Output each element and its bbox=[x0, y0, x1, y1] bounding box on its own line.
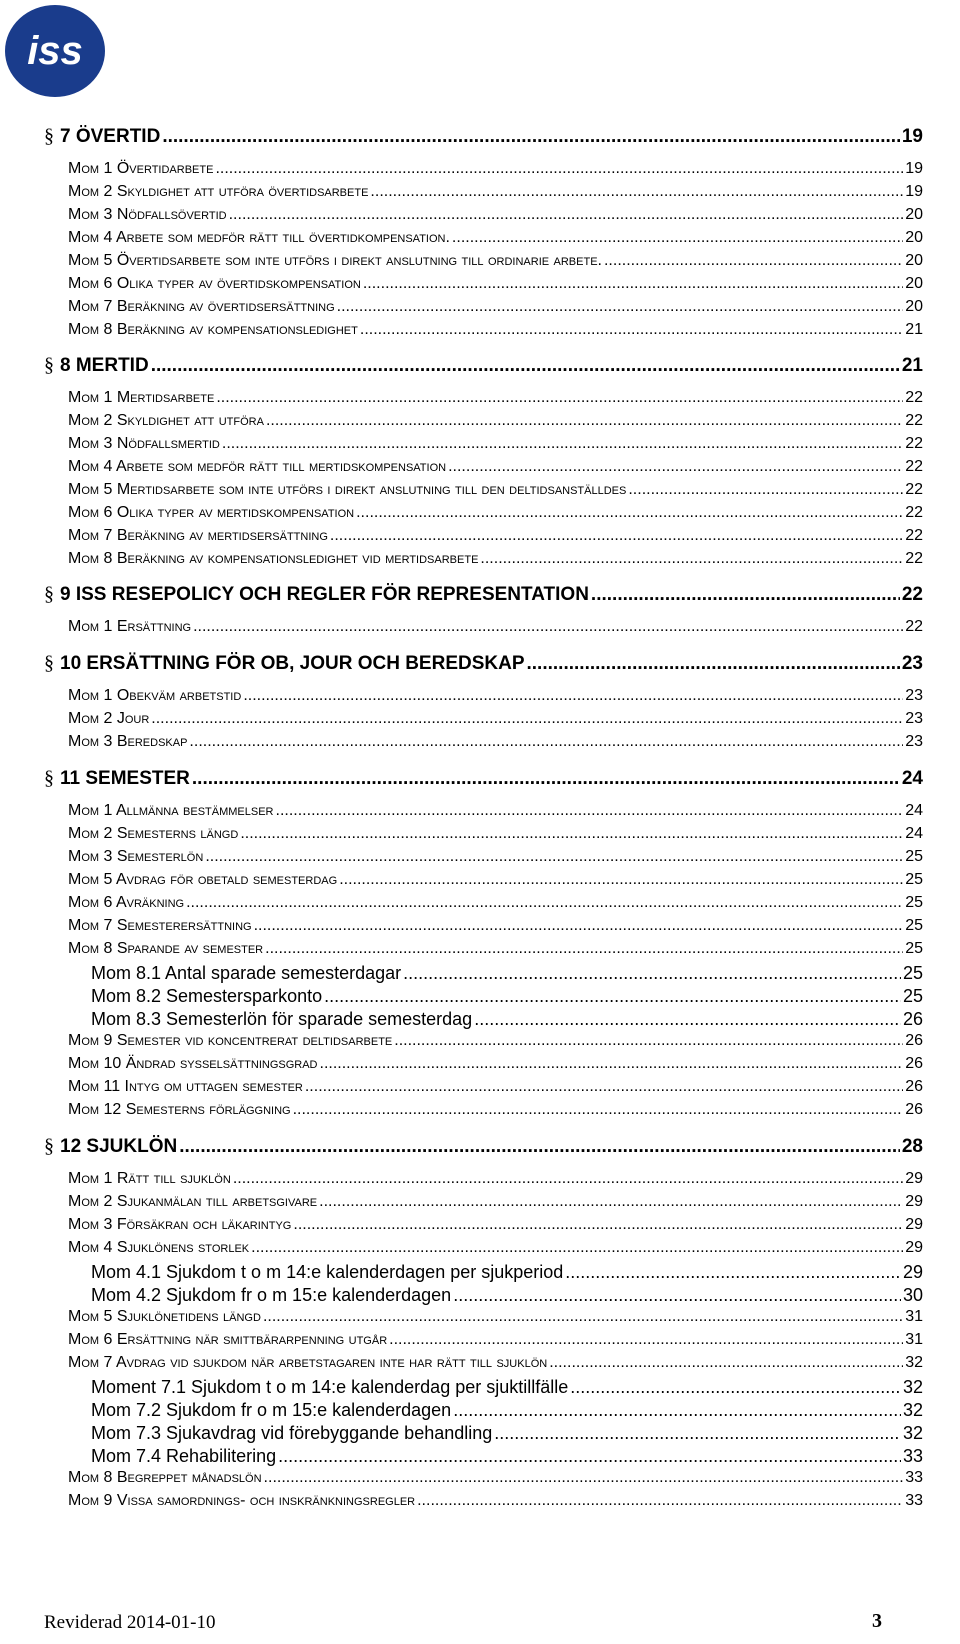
iss-logo bbox=[4, 4, 106, 98]
dot-leader bbox=[453, 1400, 901, 1421]
toc-entry[interactable] bbox=[68, 550, 923, 571]
toc-entry-title: Mom 8 Beräkning av kompensationsledighet vid mertidsarbete bbox=[68, 550, 479, 567]
section-sign: § bbox=[44, 583, 54, 605]
toc-page-number: 23 bbox=[901, 653, 923, 674]
toc-page-number: 23 bbox=[905, 733, 923, 750]
dot-leader bbox=[151, 355, 900, 377]
toc-page-number: 31 bbox=[905, 1331, 923, 1348]
toc-page-number: 33 bbox=[905, 1469, 923, 1486]
toc-page-number: 20 bbox=[905, 229, 923, 246]
dot-leader bbox=[179, 1136, 900, 1158]
toc-entry[interactable] bbox=[68, 917, 923, 938]
toc-page-number: 29 bbox=[902, 1262, 923, 1282]
toc-page-number: 31 bbox=[905, 1308, 923, 1325]
toc-entry[interactable] bbox=[68, 687, 923, 708]
toc-entry[interactable] bbox=[91, 1262, 923, 1284]
toc-page-number: 26 bbox=[905, 1078, 923, 1095]
toc-entry-title: Mom 8.3 Semesterlön för sparade semesterdag bbox=[91, 1009, 473, 1029]
dot-leader bbox=[151, 710, 903, 728]
dot-leader bbox=[264, 1469, 904, 1487]
toc-entry[interactable] bbox=[68, 298, 923, 319]
toc-entry[interactable] bbox=[68, 321, 923, 342]
dot-leader bbox=[565, 1262, 901, 1283]
dot-leader bbox=[403, 963, 901, 984]
toc-entry-title: Mom 2 Semesterns längd bbox=[68, 825, 239, 842]
toc-page-number: 22 bbox=[905, 618, 923, 635]
dot-leader bbox=[448, 458, 903, 476]
iss-logo-graphic bbox=[4, 4, 106, 98]
toc-page-number: 29 bbox=[905, 1170, 923, 1187]
dot-leader bbox=[265, 940, 903, 958]
toc-page-number: 30 bbox=[902, 1285, 923, 1305]
toc-entry[interactable] bbox=[68, 1055, 923, 1076]
toc-page-number: 22 bbox=[905, 481, 923, 498]
toc-entry[interactable] bbox=[68, 1216, 923, 1237]
toc-heading[interactable] bbox=[44, 652, 923, 676]
toc-entry[interactable] bbox=[68, 1492, 923, 1513]
toc-entry[interactable] bbox=[68, 412, 923, 433]
toc-heading[interactable] bbox=[44, 354, 923, 378]
toc-entry[interactable] bbox=[91, 1009, 923, 1031]
toc-page-number: 24 bbox=[905, 802, 923, 819]
dot-leader bbox=[233, 1170, 903, 1188]
dot-leader bbox=[337, 298, 904, 316]
toc-entry[interactable] bbox=[68, 229, 923, 250]
dot-leader bbox=[453, 1285, 901, 1306]
toc-page-number: 25 bbox=[905, 940, 923, 957]
toc-page-number: 22 bbox=[905, 504, 923, 521]
dot-leader bbox=[186, 894, 903, 912]
dot-leader bbox=[189, 733, 903, 751]
toc-entry-title: Mom 2 Jour bbox=[68, 710, 150, 727]
dot-leader bbox=[474, 1009, 901, 1030]
toc-entry-title: Mom 1 Övertidarbete bbox=[68, 160, 214, 177]
toc-entry-title: Mom 7.2 Sjukdom fr o m 15:e kalenderdagen bbox=[91, 1400, 452, 1420]
toc-page-number: 21 bbox=[905, 321, 923, 338]
section-sign: § bbox=[44, 354, 54, 376]
dot-leader bbox=[417, 1492, 903, 1510]
toc-heading-title: 11 SEMESTER bbox=[60, 768, 190, 789]
dot-leader bbox=[330, 527, 903, 545]
toc-entry-title: Mom 1 Ersättning bbox=[68, 618, 192, 635]
toc-page-number: 26 bbox=[905, 1032, 923, 1049]
toc-entry[interactable] bbox=[91, 1423, 923, 1445]
toc-page-number: 22 bbox=[905, 412, 923, 429]
toc-entry-title: Mom 2 Skyldighet att utföra övertidsarbete bbox=[68, 183, 369, 200]
toc-entry-title: Mom 6 Ersättning när smittbärarpenning utgår bbox=[68, 1331, 388, 1348]
toc-entry-title: Mom 5 Mertidsarbete som inte utförs i direkt anslutning till den deltidsanställdes bbox=[68, 481, 627, 498]
dot-leader bbox=[278, 1446, 901, 1467]
section-sign: § bbox=[44, 1135, 54, 1157]
toc-page-number: 33 bbox=[902, 1446, 923, 1466]
toc-page-number: 25 bbox=[905, 848, 923, 865]
toc-entry-title: Mom 1 Allmänna bestämmelser bbox=[68, 802, 274, 819]
dot-leader bbox=[222, 435, 903, 453]
toc-entry[interactable] bbox=[68, 481, 923, 502]
toc-entry[interactable] bbox=[91, 1400, 923, 1422]
toc-page-number: 25 bbox=[905, 871, 923, 888]
toc-entry[interactable] bbox=[68, 802, 923, 823]
dot-leader bbox=[549, 1354, 903, 1372]
toc-page-number: 22 bbox=[905, 389, 923, 406]
svg-text:iss: iss bbox=[27, 29, 83, 73]
toc-entry[interactable] bbox=[68, 1469, 923, 1490]
dot-leader bbox=[389, 1331, 903, 1349]
toc-entry-title: Mom 8 Sparande av semester bbox=[68, 940, 264, 957]
toc-entry-title: Mom 5 Avdrag för obetald semesterdag bbox=[68, 871, 338, 888]
dot-leader bbox=[324, 986, 901, 1007]
toc-entry-title: Mom 7 Avdrag vid sjukdom när arbetstagaren inte har rätt till sjuklön bbox=[68, 1354, 548, 1371]
toc-entry[interactable] bbox=[68, 825, 923, 846]
toc-entry[interactable] bbox=[91, 986, 923, 1008]
section-sign: § bbox=[44, 767, 54, 789]
toc-page-number: 20 bbox=[905, 206, 923, 223]
toc-page-number: 22 bbox=[905, 550, 923, 567]
toc-heading[interactable] bbox=[44, 125, 923, 149]
toc-entry[interactable] bbox=[91, 1285, 923, 1307]
toc-heading-title: 9 ISS RESEPOLICY OCH REGLER FÖR REPRESENTATION bbox=[60, 584, 589, 605]
toc-entry-title: Mom 4.2 Sjukdom fr o m 15:e kalenderdagen bbox=[91, 1285, 452, 1305]
dot-leader bbox=[215, 160, 903, 178]
toc-entry-title: Mom 5 Övertidsarbete som inte utförs i direkt anslutning till ordinarie arbete. bbox=[68, 252, 602, 269]
dot-leader bbox=[254, 917, 904, 935]
toc-page-number: 32 bbox=[902, 1400, 923, 1420]
toc-page-number: 28 bbox=[901, 1136, 923, 1157]
toc-entry[interactable] bbox=[68, 527, 923, 548]
toc-entry-title: Mom 1 Mertidsarbete bbox=[68, 389, 215, 406]
toc-entry-title: Mom 11 Intyg om uttagen semester bbox=[68, 1078, 303, 1095]
toc-entry-title: Mom 4 Sjuklönens storlek bbox=[68, 1239, 250, 1256]
toc-entry-title: Mom 8 Begreppet månadslön bbox=[68, 1469, 262, 1486]
toc-entry[interactable] bbox=[68, 458, 923, 479]
toc-heading[interactable] bbox=[44, 1135, 923, 1159]
dot-leader bbox=[263, 1308, 903, 1326]
dot-leader bbox=[320, 1055, 904, 1073]
dot-leader bbox=[370, 183, 903, 201]
toc-page-number: 22 bbox=[905, 527, 923, 544]
dot-leader bbox=[305, 1078, 903, 1096]
toc-entry[interactable] bbox=[68, 871, 923, 892]
toc-entry-title: Mom 6 Olika typer av övertidskompensation bbox=[68, 275, 361, 292]
toc-entry-title: Mom 3 Nödfallsövertid bbox=[68, 206, 227, 223]
toc-entry[interactable] bbox=[68, 1032, 923, 1053]
dot-leader bbox=[570, 1377, 901, 1398]
dot-leader bbox=[360, 321, 903, 339]
dot-leader bbox=[319, 1193, 903, 1211]
dot-leader bbox=[251, 1239, 903, 1257]
revision-date: Reviderad 2014-01-10 bbox=[44, 1612, 216, 1633]
toc-entry-title: Mom 8 Beräkning av kompensationsledighet bbox=[68, 321, 358, 338]
dot-leader bbox=[394, 1032, 903, 1050]
toc-entry-title: Mom 2 Skyldighet att utföra bbox=[68, 412, 264, 429]
dot-leader bbox=[494, 1423, 901, 1444]
toc-entry[interactable] bbox=[68, 206, 923, 227]
dot-leader bbox=[452, 229, 903, 247]
toc-page-number: 22 bbox=[905, 458, 923, 475]
toc-entry-title: Mom 3 Beredskap bbox=[68, 733, 188, 750]
toc-entry-title: Mom 5 Sjuklönetidens längd bbox=[68, 1308, 261, 1325]
toc-entry-title: Mom 12 Semesterns förläggning bbox=[68, 1101, 291, 1118]
toc-entry-title: Mom 6 Olika typer av mertidskompensation bbox=[68, 504, 355, 521]
toc-entry[interactable] bbox=[68, 389, 923, 410]
toc-page-number: 24 bbox=[901, 768, 923, 789]
toc-heading-title: 8 MERTID bbox=[60, 355, 149, 376]
toc-entry-title: Mom 3 Semesterlön bbox=[68, 848, 204, 865]
toc-entry-title: Mom 7 Semesterersättning bbox=[68, 917, 252, 934]
toc-page-number: 32 bbox=[902, 1377, 923, 1397]
toc-entry[interactable] bbox=[68, 1101, 923, 1122]
dot-leader bbox=[480, 550, 903, 568]
toc-entry[interactable] bbox=[68, 1354, 923, 1375]
dot-leader bbox=[591, 584, 900, 606]
dot-leader bbox=[162, 126, 900, 148]
toc-page-number: 21 bbox=[901, 355, 923, 376]
toc-entry[interactable] bbox=[68, 848, 923, 869]
toc-page-number: 29 bbox=[905, 1239, 923, 1256]
toc-entry[interactable] bbox=[68, 618, 923, 639]
toc-entry[interactable] bbox=[68, 1308, 923, 1329]
toc-page-number: 22 bbox=[905, 435, 923, 452]
dot-leader bbox=[240, 825, 903, 843]
toc-entry-title: Mom 10 Ändrad sysselsättningsgrad bbox=[68, 1055, 318, 1072]
dot-leader bbox=[293, 1101, 904, 1119]
toc-entry[interactable] bbox=[68, 504, 923, 525]
toc-entry-title: Mom 2 Sjukanmälan till arbetsgivare bbox=[68, 1193, 318, 1210]
toc-entry-title: Mom 9 Semester vid koncentrerat deltidsarbete bbox=[68, 1032, 393, 1049]
section-sign: § bbox=[44, 125, 54, 147]
toc-page-number: 24 bbox=[905, 825, 923, 842]
toc-entry-title: Mom 7 Beräkning av mertidsersättning bbox=[68, 527, 328, 544]
dot-leader bbox=[604, 252, 903, 270]
toc-entry-title: Mom 9 Vissa samordnings- och inskränkningsregler bbox=[68, 1492, 416, 1509]
dot-leader bbox=[356, 504, 903, 522]
dot-leader bbox=[193, 618, 903, 636]
toc-page-number: 26 bbox=[902, 1009, 923, 1029]
toc-entry[interactable] bbox=[68, 710, 923, 731]
toc-entry[interactable] bbox=[68, 1331, 923, 1352]
toc-entry-title: Mom 7.3 Sjukavdrag vid förebyggande behandling bbox=[91, 1423, 493, 1443]
section-sign: § bbox=[44, 652, 54, 674]
toc-entry[interactable] bbox=[68, 183, 923, 204]
toc-page-number: 19 bbox=[905, 183, 923, 200]
toc-entry-title: Mom 4.1 Sjukdom t o m 14:e kalenderdagen per sjukperiod bbox=[91, 1262, 564, 1282]
toc-entry-title: Mom 3 Försäkran och läkarintyg bbox=[68, 1216, 292, 1233]
toc-entry[interactable] bbox=[68, 1170, 923, 1191]
toc-page-number: 23 bbox=[905, 710, 923, 727]
page-number: 3 bbox=[872, 1610, 882, 1632]
toc-entry[interactable] bbox=[68, 435, 923, 456]
toc-page-number: 33 bbox=[905, 1492, 923, 1509]
dot-leader bbox=[205, 848, 903, 866]
toc-entry-title: Mom 7.4 Rehabilitering bbox=[91, 1446, 277, 1466]
dot-leader bbox=[216, 389, 903, 407]
toc-page-number: 23 bbox=[905, 687, 923, 704]
dot-leader bbox=[276, 802, 904, 820]
toc-entry[interactable] bbox=[68, 1193, 923, 1214]
toc-page-number: 19 bbox=[905, 160, 923, 177]
toc-page-number: 32 bbox=[902, 1423, 923, 1443]
toc-entry[interactable] bbox=[68, 733, 923, 754]
toc-entry[interactable] bbox=[68, 1078, 923, 1099]
toc-entry[interactable] bbox=[68, 940, 923, 961]
toc-entry-title: Mom 8.1 Antal sparade semesterdagar bbox=[91, 963, 402, 983]
toc-entry-title: Mom 7 Beräkning av övertidsersättning bbox=[68, 298, 335, 315]
dot-leader bbox=[339, 871, 903, 889]
toc-entry-title: Mom 6 Avräkning bbox=[68, 894, 185, 911]
toc-page-number: 25 bbox=[902, 963, 923, 983]
toc-entry-title: Mom 1 Rätt till sjuklön bbox=[68, 1170, 231, 1187]
toc-heading-title: 7 ÖVERTID bbox=[60, 126, 161, 147]
toc-entry[interactable] bbox=[91, 1377, 923, 1399]
toc-page-number: 20 bbox=[905, 298, 923, 315]
toc-entry[interactable] bbox=[68, 1239, 923, 1260]
toc-heading[interactable] bbox=[44, 767, 923, 791]
toc-heading-title: 12 SJUKLÖN bbox=[60, 1136, 178, 1157]
dot-leader bbox=[192, 768, 900, 790]
toc-heading-title: 10 ERSÄTTNING FÖR OB, JOUR OCH BEREDSKAP bbox=[60, 653, 525, 674]
toc-entry[interactable] bbox=[91, 1446, 923, 1468]
toc-entry[interactable] bbox=[68, 252, 923, 273]
toc-page-number: 29 bbox=[905, 1193, 923, 1210]
toc-page-number: 25 bbox=[905, 894, 923, 911]
toc-page-number: 32 bbox=[905, 1354, 923, 1371]
toc-entry-title: Mom 8.2 Semestersparkonto bbox=[91, 986, 323, 1006]
toc-entry-title: Mom 1 Obekväm arbetstid bbox=[68, 687, 242, 704]
toc-page-number: 25 bbox=[905, 917, 923, 934]
toc-page-number: 20 bbox=[905, 275, 923, 292]
dot-leader bbox=[527, 653, 900, 675]
dot-leader bbox=[229, 206, 904, 224]
dot-leader bbox=[363, 275, 903, 293]
dot-leader bbox=[628, 481, 903, 499]
toc-heading[interactable] bbox=[44, 583, 923, 607]
toc-page-number: 20 bbox=[905, 252, 923, 269]
toc-entry-title: Mom 3 Nödfallsmertid bbox=[68, 435, 220, 452]
toc-entry[interactable] bbox=[68, 894, 923, 915]
toc-page-number: 29 bbox=[905, 1216, 923, 1233]
toc-page-number: 26 bbox=[905, 1101, 923, 1118]
toc-page-number: 26 bbox=[905, 1055, 923, 1072]
dot-leader bbox=[243, 687, 903, 705]
toc-entry-title: Mom 4 Arbete som medför rätt till mertidskompensation bbox=[68, 458, 447, 475]
toc-entry[interactable] bbox=[68, 160, 923, 181]
toc-entry[interactable] bbox=[68, 275, 923, 296]
toc-page-number: 19 bbox=[901, 126, 923, 147]
dot-leader bbox=[293, 1216, 903, 1234]
toc-entry-title: Mom 4 Arbete som medför rätt till övertidkompensation. bbox=[68, 229, 450, 246]
toc-entry-title: Moment 7.1 Sjukdom t o m 14:e kalenderdag per sjuktillfälle bbox=[91, 1377, 569, 1397]
toc-page-number: 22 bbox=[901, 584, 923, 605]
toc-page-number: 25 bbox=[902, 986, 923, 1006]
dot-leader bbox=[266, 412, 903, 430]
toc-entry[interactable] bbox=[91, 963, 923, 985]
